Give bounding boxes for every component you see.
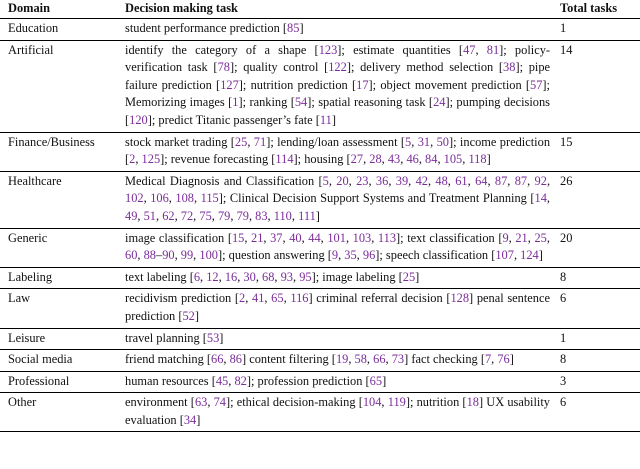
citation-link[interactable]: 87	[494, 173, 508, 188]
citation-link[interactable]: 24	[433, 95, 446, 110]
task-text: ,	[546, 173, 551, 188]
task-text: ,	[546, 230, 550, 245]
task-text: ] content filtering [	[242, 352, 336, 367]
citation-link[interactable]: 74	[213, 395, 226, 410]
task-text: ,	[507, 173, 515, 188]
citation-link[interactable]: 53	[206, 330, 220, 345]
task-text: ,	[348, 352, 355, 367]
task-text: ,	[291, 208, 299, 223]
task-text: ]; ethical decision-making [	[226, 395, 363, 410]
task-text: ,	[200, 269, 207, 284]
task-cell	[121, 393, 554, 432]
task-text: ,	[283, 291, 291, 306]
citation-link[interactable]: 107	[495, 248, 514, 263]
citation-link[interactable]: 25	[234, 134, 248, 149]
table-row	[0, 393, 640, 432]
citation-link[interactable]: 85	[287, 21, 300, 35]
citation-link[interactable]: 116	[290, 291, 309, 306]
citation-link[interactable]: 63	[194, 395, 208, 410]
citation-link[interactable]: 41	[252, 291, 265, 306]
task-cell	[121, 40, 554, 132]
citation-link[interactable]: 40	[289, 230, 302, 245]
citation-link[interactable]: 37	[270, 230, 283, 245]
citation-link[interactable]: 119	[387, 395, 406, 410]
task-text: ,	[491, 352, 498, 367]
task-text: ,	[320, 230, 328, 245]
citation-link[interactable]: 11	[319, 112, 332, 127]
total-cell: 3	[554, 371, 640, 393]
citation-link[interactable]: 120	[129, 112, 148, 127]
citation-link[interactable]: 79	[236, 208, 249, 223]
task-text: ]; pipe failure prediction [	[125, 60, 551, 92]
domain-cell: Leisure	[0, 328, 121, 350]
task-cell	[121, 132, 554, 171]
task-text: ,	[513, 248, 521, 263]
total-cell: 8	[554, 267, 640, 289]
total-cell: 26	[554, 171, 640, 228]
citation-link[interactable]: 27	[350, 152, 364, 167]
task-text: recidivism prediction [	[125, 291, 240, 306]
task-text: ]; income prediction [	[125, 134, 551, 167]
task-text: ]	[194, 308, 199, 323]
task-text: ] penal sentence prediction [	[125, 291, 551, 323]
task-text: ]	[196, 412, 201, 427]
citation-link[interactable]: 21	[251, 230, 264, 245]
citation-link[interactable]: 73	[391, 352, 405, 367]
citation-link[interactable]: 19	[335, 352, 349, 367]
total-cell: 15	[554, 132, 640, 171]
citation-link[interactable]: 123	[318, 42, 338, 57]
task-text: ]; predict Titanic passenger’s fate [	[147, 112, 320, 127]
citation-link[interactable]: 1	[232, 95, 239, 110]
task-text: text labeling [	[125, 269, 194, 284]
task-text: ,	[356, 248, 363, 263]
task-text: ,	[385, 352, 392, 367]
task-text: ,	[328, 173, 337, 188]
task-text: –	[155, 248, 163, 263]
citation-link[interactable]: 64	[475, 173, 488, 188]
task-text: environment [	[125, 395, 195, 410]
citation-link[interactable]: 122	[328, 60, 347, 75]
table-row	[0, 132, 640, 171]
total-cell: 6	[554, 393, 640, 432]
task-text: ]; estimate quantities [	[337, 42, 464, 57]
task-text: ,	[527, 230, 535, 245]
task-text: ,	[194, 191, 201, 206]
task-text: ,	[338, 248, 345, 263]
citation-link[interactable]: 108	[175, 191, 194, 206]
task-text: ,	[381, 152, 388, 167]
task-text: ]; Memorizing images [	[125, 77, 550, 110]
task-text: ]; nutrition prediction [	[238, 77, 357, 92]
task-text: ,	[155, 208, 163, 223]
task-text: ,	[371, 230, 378, 245]
table-row	[0, 371, 640, 393]
task-text: ,	[193, 208, 200, 223]
citation-link[interactable]: 102	[125, 191, 144, 206]
citation-link[interactable]: 81	[486, 42, 500, 57]
task-text: ]; speech classification [	[375, 248, 496, 263]
citation-link[interactable]: 118	[468, 152, 487, 167]
domain-header: Domain	[0, 0, 121, 19]
task-text: ]; delivery method selection [	[346, 60, 504, 75]
task-text: ,	[218, 269, 225, 284]
task-text: ,	[264, 291, 272, 306]
task-text: ,	[508, 230, 516, 245]
citation-link[interactable]: 43	[387, 152, 401, 167]
citation-link[interactable]: 58	[354, 352, 367, 367]
task-text: ]	[299, 21, 304, 35]
task-cell	[121, 19, 554, 41]
task-text: ]; revenue forecasting [	[160, 152, 276, 167]
domain-cell: Generic	[0, 228, 121, 267]
task-text: ,	[223, 352, 230, 367]
table-row	[0, 289, 640, 328]
citation-link[interactable]: 103	[352, 230, 372, 245]
domain-cell: Healthcare	[0, 171, 121, 228]
citation-link[interactable]: 51	[143, 208, 156, 223]
task-text: ,	[427, 173, 436, 188]
task-text: ,	[267, 208, 274, 223]
task-text: ,	[363, 152, 370, 167]
task-text: ]; spatial reasoning task [	[307, 95, 434, 110]
citation-link[interactable]: 104	[362, 395, 382, 410]
domain-cell: Other	[0, 393, 121, 432]
task-text: ,	[244, 230, 252, 245]
citation-link[interactable]: 34	[183, 412, 197, 427]
task-text: ,	[248, 208, 256, 223]
citation-link[interactable]: 5	[405, 134, 412, 149]
task-cell	[121, 289, 554, 328]
citation-link[interactable]: 61	[455, 173, 468, 188]
citation-link[interactable]: 38	[503, 60, 516, 75]
task-text: ,	[274, 269, 281, 284]
citation-link[interactable]: 39	[395, 173, 409, 188]
task-text: ,	[366, 352, 374, 367]
citation-link[interactable]: 78	[217, 60, 230, 75]
task-text: ,	[437, 152, 444, 167]
task-text: ,	[174, 248, 181, 263]
task-text: ,	[193, 248, 200, 263]
citation-link[interactable]: 2	[129, 152, 136, 167]
task-text: ,	[527, 173, 535, 188]
citation-link[interactable]: 99	[180, 248, 194, 263]
domain-cell: Social media	[0, 350, 121, 372]
task-text: ,	[400, 152, 407, 167]
citation-link[interactable]: 36	[375, 173, 389, 188]
citation-link[interactable]: 57	[530, 77, 543, 92]
citation-link[interactable]: 7	[484, 352, 492, 367]
domain-cell: Labeling	[0, 267, 121, 289]
task-text: ,	[447, 173, 456, 188]
citation-link[interactable]: 16	[224, 269, 238, 284]
citation-link[interactable]: 5	[322, 173, 329, 188]
domain-cell: Education	[0, 19, 121, 41]
citation-link[interactable]: 113	[377, 230, 397, 245]
task-cell	[121, 328, 554, 350]
task-text: ]	[538, 248, 543, 263]
citation-link[interactable]: 9	[502, 230, 509, 245]
citation-link[interactable]: 45	[215, 373, 229, 388]
citation-link[interactable]: 68	[262, 269, 275, 284]
total-header: Total tasks	[554, 0, 640, 19]
task-text: ,	[230, 208, 237, 223]
citation-link[interactable]: 71	[253, 134, 267, 149]
citation-link[interactable]: 44	[308, 230, 321, 245]
citation-link[interactable]: 21	[515, 230, 528, 245]
citation-link[interactable]: 31	[417, 134, 431, 149]
task-text: Medical Diagnosis and Classification [	[125, 173, 323, 188]
domain-cell: Finance/Business	[0, 132, 121, 171]
task-cell	[121, 171, 554, 228]
task-text: ]	[315, 208, 320, 223]
total-cell: 1	[554, 328, 640, 350]
task-text: ,	[143, 191, 151, 206]
task-text: ,	[282, 230, 290, 245]
task-text: ,	[255, 269, 263, 284]
citation-link[interactable]: 92	[534, 173, 547, 188]
citation-link[interactable]: 23	[356, 173, 369, 188]
task-text: image classification [	[125, 230, 232, 245]
citation-link[interactable]: 111	[298, 208, 316, 223]
task-text: ]; image labeling [	[311, 269, 403, 284]
task-text: ,	[245, 291, 252, 306]
task-text: ,	[207, 395, 214, 410]
task-text: travel planning [	[125, 330, 207, 345]
citation-link[interactable]: 128	[450, 291, 470, 306]
task-text: ,	[228, 373, 235, 388]
task-cell	[121, 267, 554, 289]
task-text: ]; nutrition [	[405, 395, 467, 410]
task-text: friend matching [	[125, 352, 212, 367]
task-text: ,	[247, 134, 254, 149]
task-text: ]	[486, 152, 491, 167]
citation-link[interactable]: 83	[255, 208, 268, 223]
task-text: ,	[418, 152, 426, 167]
task-text: ,	[211, 208, 218, 223]
task-text: ]; housing [	[293, 152, 351, 167]
task-text: ]	[382, 373, 387, 388]
task-text: ]; quality control [	[229, 60, 329, 75]
citation-link[interactable]: 9	[331, 248, 339, 263]
citation-link[interactable]: 15	[231, 230, 245, 245]
domain-cell: Professional	[0, 371, 121, 393]
task-text: ,	[388, 173, 396, 188]
task-text: ,	[137, 248, 144, 263]
citation-link[interactable]: 65	[369, 373, 383, 388]
citation-link[interactable]: 25	[534, 230, 547, 245]
citation-link[interactable]: 110	[273, 208, 292, 223]
citation-link[interactable]: 48	[435, 173, 448, 188]
citation-link[interactable]: 28	[369, 152, 382, 167]
citation-link[interactable]: 46	[406, 152, 419, 167]
task-text: ,	[174, 208, 181, 223]
citation-link[interactable]: 106	[150, 191, 169, 206]
task-text: ,	[381, 395, 388, 410]
citation-link[interactable]: 86	[229, 352, 242, 367]
task-text: ] criminal referral decision [	[308, 291, 451, 306]
citation-link[interactable]: 76	[497, 352, 510, 367]
task-text: stock market trading [	[125, 134, 235, 149]
citation-link[interactable]: 115	[200, 191, 219, 206]
citation-link[interactable]: 47	[463, 42, 476, 57]
table-body	[0, 19, 640, 432]
table-row	[0, 350, 640, 372]
citation-link[interactable]: 62	[162, 208, 175, 223]
citation-link[interactable]: 25	[402, 269, 416, 284]
task-text: ]; text classification [	[396, 230, 503, 245]
citation-link[interactable]: 79	[217, 208, 231, 223]
task-text: ,	[368, 173, 376, 188]
task-text: ,	[137, 208, 144, 223]
citation-link[interactable]: 52	[182, 308, 195, 323]
task-text: ]; pumping decisions [	[125, 95, 551, 127]
task-text: ,	[408, 173, 416, 188]
citation-link[interactable]: 14	[534, 191, 547, 206]
table-row	[0, 228, 640, 267]
task-text: ,	[348, 173, 357, 188]
task-text: ]; policy-verification task [	[125, 42, 551, 75]
table-row	[0, 328, 640, 350]
citation-link[interactable]: 75	[199, 208, 212, 223]
task-text: ,	[293, 269, 300, 284]
task-text: ] fact checking [	[404, 352, 485, 367]
citation-link[interactable]: 114	[275, 152, 294, 167]
task-text: ]; question answering [	[217, 248, 332, 263]
citation-link[interactable]: 17	[356, 77, 369, 92]
citation-link[interactable]: 125	[141, 152, 161, 167]
domain-cell: Law	[0, 289, 121, 328]
task-text: ,	[462, 152, 469, 167]
citation-link[interactable]: 18	[466, 395, 479, 410]
task-text: ,	[135, 152, 142, 167]
task-text: ,	[301, 230, 309, 245]
citation-link[interactable]: 6	[193, 269, 201, 284]
task-text: ,	[345, 230, 353, 245]
task-text: ,	[411, 134, 418, 149]
citation-link[interactable]: 124	[520, 248, 539, 263]
task-text: ]	[219, 330, 224, 345]
task-cell	[121, 350, 554, 372]
citation-link[interactable]: 100	[199, 248, 218, 263]
citation-link[interactable]: 49	[125, 208, 138, 223]
total-cell: 1	[554, 19, 640, 41]
task-text: ]; Clinical Decision Support Systems and Treatment Planning [	[218, 191, 535, 206]
citation-link[interactable]: 60	[125, 248, 138, 263]
citation-link[interactable]: 54	[294, 95, 308, 110]
total-cell: 8	[554, 350, 640, 372]
task-text: student performance prediction [	[125, 21, 288, 35]
task-text: ]; profession prediction [	[246, 373, 370, 388]
domain-cell: Artificial	[0, 40, 121, 132]
task-text: ,	[430, 134, 437, 149]
task-text: ,	[487, 173, 495, 188]
citation-link[interactable]: 66	[373, 352, 386, 367]
citation-link[interactable]: 66	[211, 352, 224, 367]
citation-link[interactable]: 50	[436, 134, 449, 149]
citation-link[interactable]: 82	[234, 373, 247, 388]
table-row	[0, 40, 640, 132]
task-text: ] UX usability evaluation [	[125, 395, 550, 427]
citation-link[interactable]: 95	[299, 269, 312, 284]
citation-link[interactable]: 42	[415, 173, 428, 188]
task-cell	[121, 371, 554, 393]
task-text: human resources [	[125, 373, 216, 388]
citation-link[interactable]: 90	[162, 248, 175, 263]
citation-link[interactable]: 96	[362, 248, 376, 263]
citation-link[interactable]: 93	[280, 269, 293, 284]
task-text: ]; lending/loan assessment [	[266, 134, 406, 149]
citation-link[interactable]: 65	[271, 291, 284, 306]
header-row	[0, 0, 640, 19]
task-text: ,	[237, 269, 244, 284]
citation-link[interactable]: 30	[243, 269, 256, 284]
citation-link[interactable]: 2	[239, 291, 246, 306]
task-text: ]; ranking [	[238, 95, 295, 110]
task-text: ,	[168, 191, 176, 206]
task-text: ]	[415, 269, 420, 284]
citation-link[interactable]: 127	[220, 77, 239, 92]
total-cell: 6	[554, 289, 640, 328]
total-cell: 14	[554, 40, 640, 132]
citation-link[interactable]: 12	[206, 269, 219, 284]
table-row	[0, 19, 640, 41]
citation-link[interactable]: 20	[336, 173, 349, 188]
citation-link[interactable]: 87	[514, 173, 528, 188]
task-cell	[121, 228, 554, 267]
task-text: ,	[475, 42, 487, 57]
task-text: ,	[467, 173, 476, 188]
citation-link[interactable]: 84	[425, 152, 438, 167]
task-text: identify the category of a shape [	[125, 42, 319, 57]
total-cell: 20	[554, 228, 640, 267]
table-row	[0, 171, 640, 228]
task-text: ]	[331, 112, 336, 127]
task-text: ]; object movement prediction [	[368, 77, 531, 92]
task-text: ]	[509, 352, 514, 367]
citation-link[interactable]: 88	[143, 248, 156, 263]
citation-link[interactable]: 101	[327, 230, 346, 245]
task-text: ,	[546, 191, 550, 206]
citation-link[interactable]: 105	[443, 152, 463, 167]
citation-link[interactable]: 35	[344, 248, 357, 263]
task-text: ,	[263, 230, 271, 245]
citation-link[interactable]: 72	[180, 208, 194, 223]
task-header: Decision making task	[121, 0, 554, 19]
table-row	[0, 267, 640, 289]
